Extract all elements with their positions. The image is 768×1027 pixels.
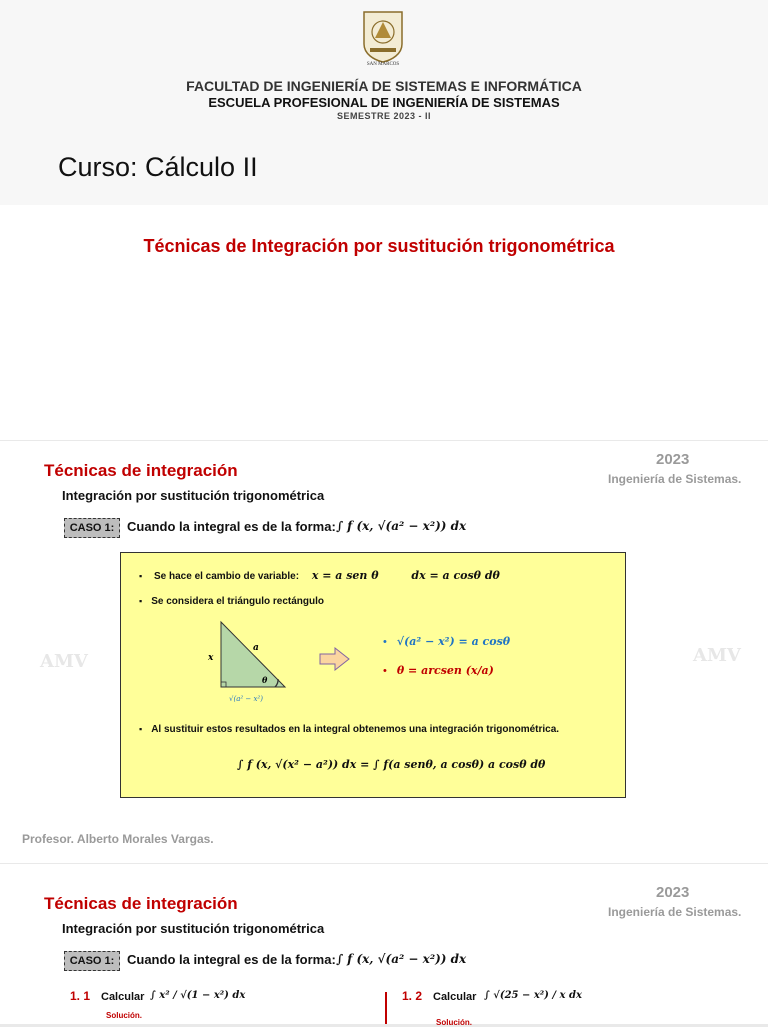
university-seal-logo [360,8,406,66]
case-description: Cuando la integral es de la forma: [127,519,336,534]
triangle-hypotenuse-a: a [253,643,259,653]
example-1-number: 1. 1 [70,989,91,1003]
year-label: 2023 [656,451,690,468]
triangle-base-label: √(a² − x²) [229,695,263,703]
school-name: ESCUELA PROFESIONAL DE INGENIERÍA DE SISTEMAS [208,95,560,110]
triangle-side-x: x [208,653,214,663]
program-label: Ingeniería de Sistemas. [608,472,742,486]
seal-caption: SAN MARCOS [366,62,400,66]
professor-name: Profesor. Alberto Morales Vargas. [22,832,214,846]
faculty-name: FACULTAD DE INGENIERÍA DE SISTEMAS E INFORMÁTICA [186,78,582,94]
case-formula: ∫ f (x, √(a² − x²)) dx [336,519,467,533]
example-1-formula: ∫ x² / √(1 − x²) dx [150,990,246,1001]
final-integral-formula: ∫ f (x, √(x² − a²)) dx = ∫ f(a senθ, a cosθ) a cosθ dθ [237,758,546,771]
bullet-substitution: ▪ Al sustituir estos resultados en la integral obtenemos una integración trigonométrica. [139,724,559,735]
year-label: 2023 [656,884,690,901]
content-slide-examples [0,864,768,1027]
right-triangle-diagram [201,617,301,707]
result-theta-formula: θ = arcsen (x/a) [396,664,494,677]
example-2-solution-label: Solución. [436,1018,472,1027]
bullet-triangle: ▪ Se considera el triángulo rectángulo [139,596,324,607]
substitution-formula: x = a sen θ [311,569,379,582]
example-1-solution-label: Solución. [106,1011,142,1020]
example-2-formula: ∫ √(25 − x²) / x dx [484,990,582,1001]
case-description: Cuando la integral es de la forma: [127,952,336,967]
example-2-label: Calcular [433,991,477,1003]
result-cos: • √(a² − x²) = a cosθ [383,635,511,648]
arrow-right-icon [319,647,351,671]
section-heading: Técnicas de integración [44,461,238,480]
example-1-label: Calcular [101,991,145,1003]
program-label: Ingeniería de Sistemas. [608,905,742,919]
bullet-change-variable [139,569,500,582]
result-cos-formula: √(a² − x²) = a cosθ [396,635,511,648]
content-slide-case1 [0,441,768,863]
column-divider [385,992,387,1024]
case-badge: CASO 1: [64,951,120,971]
differential-formula: dx = a cosθ dθ [411,569,500,582]
watermark-right: AMV [693,645,741,666]
triangle-angle-theta: θ [262,675,268,685]
watermark-left: AMV [40,651,88,672]
case-badge: CASO 1: [64,518,120,538]
explanation-box [120,552,626,798]
slide-title: Técnicas de Integración por sustitución trigonométrica [143,236,615,256]
section-heading: Técnicas de integración [44,894,238,913]
course-title: Curso: Cálculo II [58,152,258,182]
example-2-number: 1. 2 [402,989,423,1003]
result-theta: • θ = arcsen (x/a) [383,664,494,677]
title-slide [0,0,768,440]
bullet-text: Se hace el cambio de variable: [153,571,300,582]
case-formula: ∫ f (x, √(a² − x²)) dx [336,952,467,966]
subheading: Integración por sustitución trigonométrica [62,921,325,936]
subheading: Integración por sustitución trigonométrica [62,488,325,503]
semester-label: SEMESTRE 2023 - II [336,111,432,121]
